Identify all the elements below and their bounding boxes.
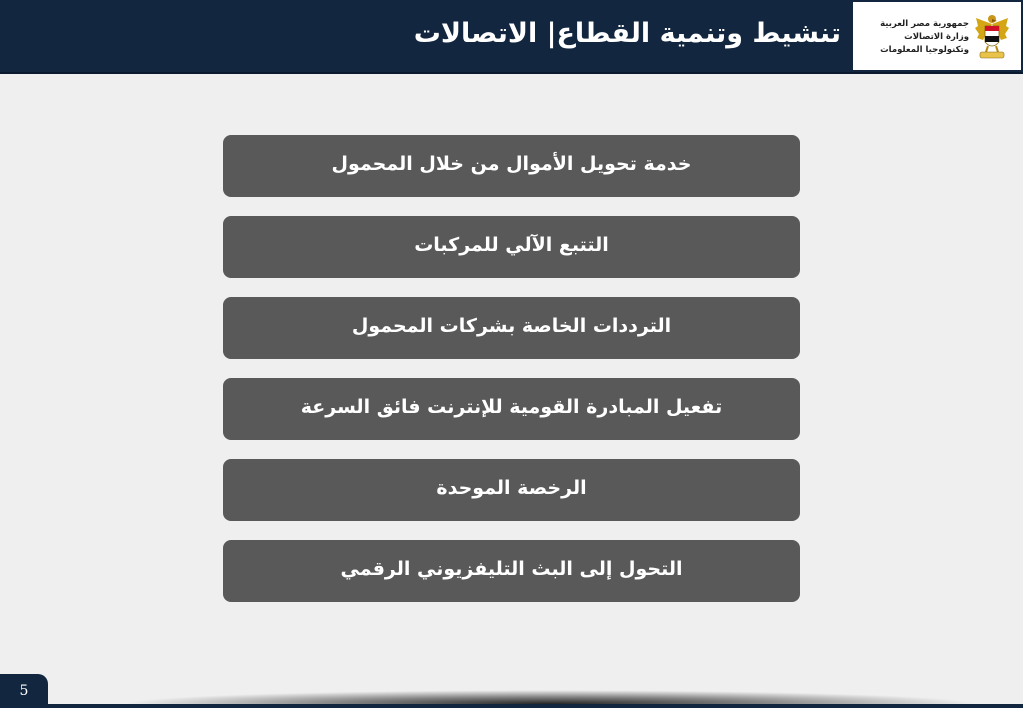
menu-button-unified-license[interactable]: الرخصة الموحدة xyxy=(223,459,800,521)
menu-button-broadband-initiative[interactable]: تفعيل المبادرة القومية للإنترنت فائق السرعة xyxy=(223,378,800,440)
footer-bar xyxy=(0,704,1023,708)
page-number-tab xyxy=(0,674,48,708)
eagle-emblem-icon xyxy=(973,10,1011,62)
menu-list xyxy=(223,135,800,621)
header-bar xyxy=(0,0,1023,74)
page-number: 5 xyxy=(19,683,29,699)
menu-button-mobile-frequencies[interactable]: الترددات الخاصة بشركات المحمول xyxy=(223,297,800,359)
logo-line-3: وتكنولوجيا المعلومات xyxy=(880,45,969,55)
logo-line-1: جمهورية مصر العربية xyxy=(880,19,969,29)
menu-button-digital-tv[interactable]: التحول إلى البث التليفزيوني الرقمي xyxy=(223,540,800,602)
menu-button-mobile-money[interactable]: خدمة تحويل الأموال من خلال المحمول xyxy=(223,135,800,197)
menu-button-vehicle-tracking[interactable]: التتبع الآلي للمركبات xyxy=(223,216,800,278)
logo-text xyxy=(859,18,969,57)
ministry-logo xyxy=(853,2,1021,70)
footer-shadow xyxy=(120,690,980,704)
logo-line-2: وزارة الاتصالات xyxy=(904,32,969,42)
page-title: تنشيط وتنمية القطاع| الاتصالات xyxy=(413,18,841,49)
